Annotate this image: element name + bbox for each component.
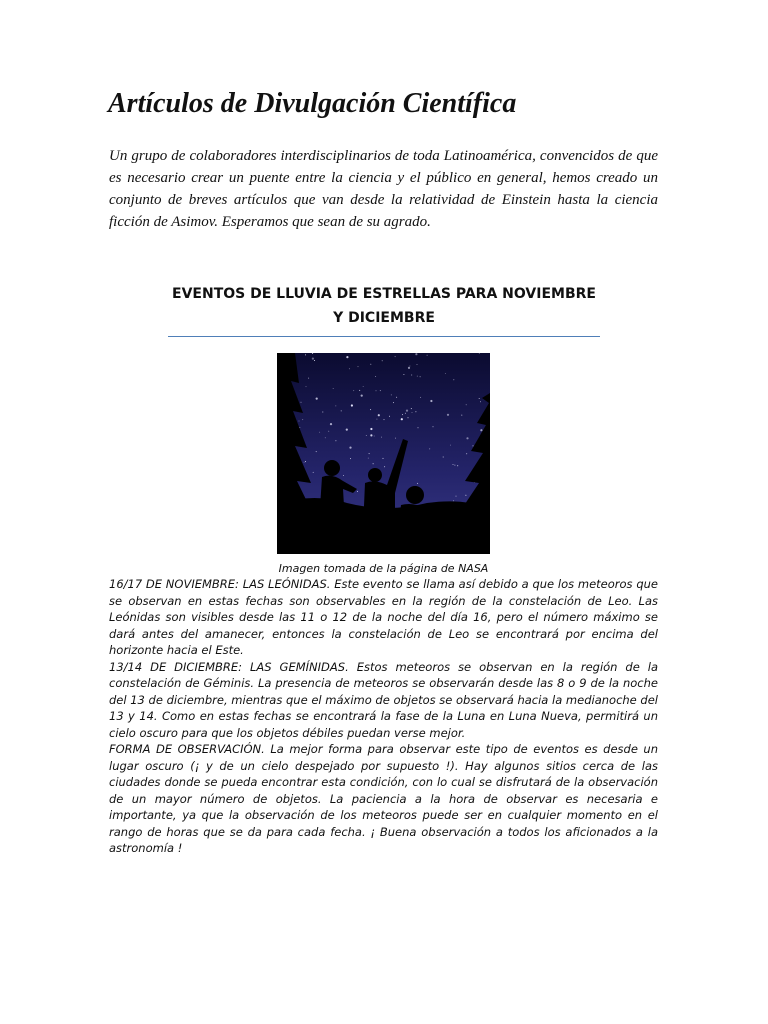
star [409, 366, 410, 367]
star [349, 447, 351, 449]
paragraph-observation [109, 741, 658, 857]
star [305, 354, 306, 355]
star [456, 496, 457, 497]
star [381, 437, 382, 438]
star [330, 423, 332, 425]
section-heading: EVENTOS DE LLUVIA DE ESTRELLAS PARA NOVIEMBRE Y DICIEMBRE [172, 286, 596, 326]
star [363, 386, 364, 387]
star [361, 395, 363, 397]
star [343, 475, 344, 476]
star [335, 440, 336, 441]
star [316, 451, 317, 452]
star [465, 495, 466, 496]
star [418, 427, 419, 428]
star [346, 356, 348, 358]
star [401, 418, 403, 420]
star [373, 463, 374, 464]
star [306, 386, 307, 387]
star [433, 426, 434, 427]
star [299, 427, 300, 428]
star [417, 376, 418, 377]
paragraph-lead: FORMA DE OBSERVACIÓN. [109, 742, 265, 756]
star [368, 458, 369, 459]
star [370, 364, 371, 365]
star [412, 412, 413, 413]
star [454, 465, 455, 466]
paragraph-lead: 13/14 DE DICIEMBRE: LAS GEMÍNIDAS. [109, 659, 349, 674]
star [466, 404, 467, 405]
star [395, 438, 396, 439]
star [301, 402, 302, 403]
page-title: Artículos de Divulgación Científica [108, 88, 517, 119]
star [453, 500, 454, 501]
star [393, 402, 394, 403]
star [430, 400, 432, 402]
star [395, 356, 396, 357]
star [314, 360, 315, 361]
star [359, 390, 360, 391]
star [378, 414, 380, 416]
star [369, 453, 370, 454]
paragraph-lead: 16/17 DE NOVIEMBRE: LAS LEÓNIDAS. [109, 577, 331, 591]
star [349, 368, 350, 369]
intro-paragraph: Un grupo de colaboradores interdisciplinarios de toda Latinoamérica, convencidos de que es necesario crear un puente entre la ciencia y el público en general, hemos creado un conjunto de breves artículos que van desde la relatividad de Einstein hasta la ciencia ficción de Asimov. Esperamos que sean de su agrado. [109, 148, 658, 230]
star [350, 458, 351, 459]
star [370, 409, 371, 410]
star [305, 461, 306, 462]
star [403, 374, 404, 375]
star [313, 472, 314, 473]
stargazers-night-sky-image [277, 353, 490, 554]
star [415, 411, 416, 412]
star [391, 394, 392, 395]
star [461, 415, 462, 416]
star [420, 397, 421, 398]
star [304, 462, 305, 463]
star [380, 390, 381, 391]
star [383, 458, 384, 459]
star [447, 414, 449, 416]
star [384, 419, 385, 420]
star [402, 414, 403, 415]
star [429, 448, 430, 449]
star [341, 410, 342, 411]
star [375, 376, 376, 377]
image-caption: Imagen tomada de la página de NASA [278, 562, 489, 575]
star [346, 429, 348, 431]
star [384, 466, 385, 467]
star [417, 483, 418, 484]
heading-divider [168, 336, 600, 337]
article-body [109, 576, 658, 857]
star [453, 464, 454, 465]
star [408, 417, 409, 418]
star [450, 445, 451, 446]
star [466, 437, 468, 439]
star [376, 390, 377, 391]
star [353, 390, 354, 391]
star [319, 432, 320, 433]
star [453, 379, 454, 380]
star [417, 364, 418, 365]
star [366, 435, 367, 436]
star [308, 378, 309, 379]
star [443, 457, 444, 458]
star [415, 353, 417, 355]
star [312, 358, 314, 360]
star [357, 491, 358, 492]
star [479, 398, 480, 399]
star [420, 376, 421, 377]
paragraph-text: Estos meteoros se observan en la región de la constelación de Géminis. La presencia de meteoros se observarán desde las 8 o 9 de la noche del 13 de diciembre, mientras que el máximo de objetos se observará hacia la medianoche del 13 y 14. Como en estas fechas se encontrará la fase de la Luna en Luna Nueva, permitirá un cielo oscuro para que los objetos débiles puedan verse mejor. [109, 659, 659, 740]
star [411, 375, 412, 376]
star [382, 360, 383, 361]
star [480, 429, 482, 431]
star [408, 367, 410, 369]
star [316, 398, 318, 400]
star [389, 416, 390, 417]
star [374, 436, 375, 437]
star [351, 404, 353, 406]
star [445, 373, 446, 374]
star [370, 434, 372, 436]
star [396, 397, 397, 398]
star [405, 413, 406, 414]
paragraph-geminids [109, 659, 658, 742]
star [335, 405, 336, 406]
star [411, 408, 412, 409]
paragraph-leonids [109, 576, 658, 659]
star [473, 445, 474, 446]
star [370, 428, 372, 430]
star [376, 419, 377, 420]
star [328, 431, 329, 432]
star [480, 401, 481, 402]
star [457, 465, 458, 466]
star [299, 421, 300, 422]
star [427, 355, 428, 356]
star [358, 366, 359, 367]
star [302, 419, 303, 420]
paragraph-text: La mejor forma para observar este tipo de eventos es desde un lugar oscuro (¡ y de un cielo despejado por supuesto !). Hay algunos sitios cerca de las ciudades donde se pueda encontrar esta condición, con lo cual se disfrutará de la observación de un mayor número de objetos. La paciencia a la hora de observar es necesaria e importante, ya que la observación de los meteoros puede ser en cualquier momento en el rango de horas que se da para cada fecha. ¡ Buena observación a todos los aficionados a la astronomía ! [109, 742, 658, 855]
star [333, 388, 334, 389]
star [466, 453, 467, 454]
paragraph-text: Este evento se llama así debido a que los meteoros que se observan en estas fechas son observables en la región de la constelación de Leo. Las Leónidas son visibles desde las 11 o 12 de la noche del día 16, pero el número máximo se dará antes del amanecer, entonces la constelación de Leo se encontrará por encima del horizonte hacia el Este. [109, 577, 658, 657]
star [406, 410, 408, 412]
star [325, 437, 326, 438]
star [322, 412, 323, 413]
